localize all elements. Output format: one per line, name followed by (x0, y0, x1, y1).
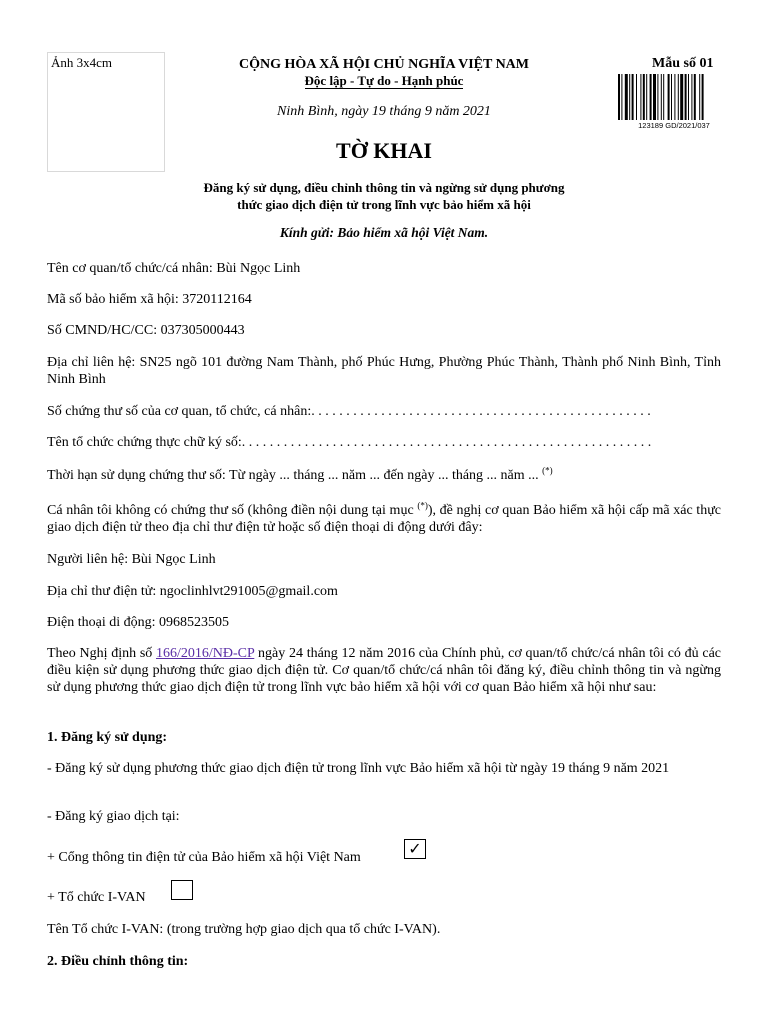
field-cert-period (47, 467, 721, 484)
barcode (618, 74, 730, 120)
field-cert-org: Tên tổ chức chứng thực chữ ký số:. . . . . . . . . . . . . . . . . . . . . . . . . . . . . . . . . . . . . . . . . . . . . . . . . . . . . . . . . . . (47, 435, 652, 450)
decree-link[interactable]: 166/2016/NĐ-CP (156, 646, 255, 661)
field-phone: Điện thoại di động: 0968523505 (47, 615, 229, 630)
subtitle-line-2: thức giao dịch điện tử trong lĩnh vực bảo hiểm xã hội (237, 197, 531, 212)
barcode-bar (640, 74, 641, 120)
barcode-bar (661, 74, 662, 120)
barcode-bar (646, 74, 647, 120)
barcode-bar (657, 74, 658, 120)
national-motto (200, 73, 568, 89)
decree-prefix: Theo Nghị định số (47, 646, 153, 661)
barcode-text: 123189 GD/2021/037 (638, 121, 710, 130)
barcode-bar (678, 74, 679, 120)
cert-period-mark: (*) (542, 465, 553, 476)
barcode-bar (702, 74, 704, 120)
register-at: - Đăng ký giao dịch tại: (47, 809, 180, 824)
option-portal-label: + Cổng thông tin điện tử của Bảo hiểm xã hội Việt Nam (47, 850, 361, 865)
option-ivan-label: + Tổ chức I-VAN (47, 890, 146, 905)
barcode-bar (694, 74, 696, 120)
field-no-cert (47, 502, 721, 536)
decree-paragraph (47, 645, 721, 696)
check-icon: ✓ (408, 841, 422, 858)
field-email: Địa chỉ thư điện tử: ngoclinhlvt291005@gmail.com (47, 584, 338, 599)
barcode-bar (668, 74, 670, 120)
barcode-bar (629, 74, 630, 120)
barcode-bar (688, 74, 689, 120)
ivan-checkbox[interactable] (171, 880, 193, 900)
subtitle-line-1: Đăng ký sử dụng, điều chỉnh thông tin và ngừng sử dụng phương (203, 180, 565, 195)
place-date: Ninh Bình, ngày 19 tháng 9 năm 2021 (277, 104, 491, 119)
barcode-bar (685, 74, 687, 120)
barcode-bar (691, 74, 692, 120)
greeting: Kính gửi: Bảo hiểm xã hội Việt Nam. (279, 225, 489, 240)
ivan-name: Tên Tổ chức I-VAN: (trong trường hợp giao dịch qua tổ chức I-VAN). (47, 922, 441, 937)
country-name: CỘNG HÒA XÃ HỘI CHỦ NGHĨA VIỆT NAM (238, 57, 529, 72)
no-cert-text-2: ), đề nghị cơ quan Bảo hiểm xã hội cấp mã xác thực giao dịch điện tử theo địa chỉ thư điện tử hoặc số điện thoại di động dưới đây: (47, 503, 721, 535)
barcode-bar (663, 74, 664, 120)
field-org-name: Tên cơ quan/tổ chức/cá nhân: Bùi Ngọc Linh (47, 261, 301, 276)
field-contact-person: Người liên hệ: Bùi Ngọc Linh (47, 552, 216, 567)
photo-label: Ảnh 3x4cm (51, 55, 113, 70)
barcode-bar (632, 74, 634, 120)
barcode-bar (618, 74, 620, 120)
field-id-number: Số CMND/HC/CC: 037305000443 (47, 323, 245, 338)
barcode-bar (621, 74, 622, 120)
motto-text: Độc lập - Tự do - Hạnh phúc (304, 73, 464, 88)
barcode-bar (636, 74, 637, 120)
field-address: Địa chỉ liên hệ: SN25 ngõ 101 đường Nam Thành, phố Phúc Hưng, Phường Phúc Thành, Thành phố Ninh Bình, Tỉnh Ninh Bình (47, 355, 721, 387)
barcode-bar (625, 74, 628, 120)
barcode-bar (653, 74, 656, 120)
barcode-bar (650, 74, 652, 120)
barcode-bar (671, 74, 672, 120)
no-cert-mark: (*) (417, 500, 428, 511)
no-cert-text-1: Cá nhân tôi không có chứng thư số (không điền nội dung tại mục (47, 503, 414, 518)
field-insurance-code: Mã số bảo hiểm xã hội: 3720112164 (47, 292, 252, 307)
document-subtitle (140, 179, 628, 213)
cert-period-text: Thời hạn sử dụng chứng thư số: Từ ngày ... tháng ... năm ... đến ngày ... tháng ... năm ... (47, 468, 539, 483)
decree-suffix: ngày 24 tháng 12 năm 2016 của Chính phủ, cơ quan/tổ chức/cá nhân tôi có đủ các điều kiện sử dụng phương thức giao dịch điện tử. Cơ quan/tổ chức/cá nhân tôi đăng ký, điều chỉnh thông tin và ngừng sử dụng phương thức giao dịch điện tử trong lĩnh vực bảo hiểm xã hội với cơ quan Bảo hiểm xã hội như sau: (47, 646, 722, 695)
form-number: Mẫu số 01 (652, 56, 714, 71)
barcode-bar (699, 74, 700, 120)
section-1-heading: 1. Đăng ký sử dụng: (47, 730, 168, 745)
barcode-bar (674, 74, 675, 120)
register-text: - Đăng ký sử dụng phương thức giao dịch điện tử trong lĩnh vực Bảo hiểm xã hội từ ngày 19 tháng 9 năm 2021 (47, 761, 670, 776)
barcode-bar (643, 74, 645, 120)
field-cert-number: Số chứng thư số của cơ quan, tổ chức, cá nhân:. . . . . . . . . . . . . . . . . . . . . . . . . . . . . . . . . . . . . . . . . . . . . . . . . (47, 404, 651, 419)
section-2-heading: 2. Điều chỉnh thông tin: (47, 954, 189, 969)
portal-checkbox[interactable] (404, 839, 426, 859)
barcode-bar (680, 74, 683, 120)
document-title: TỜ KHAI (336, 138, 432, 163)
